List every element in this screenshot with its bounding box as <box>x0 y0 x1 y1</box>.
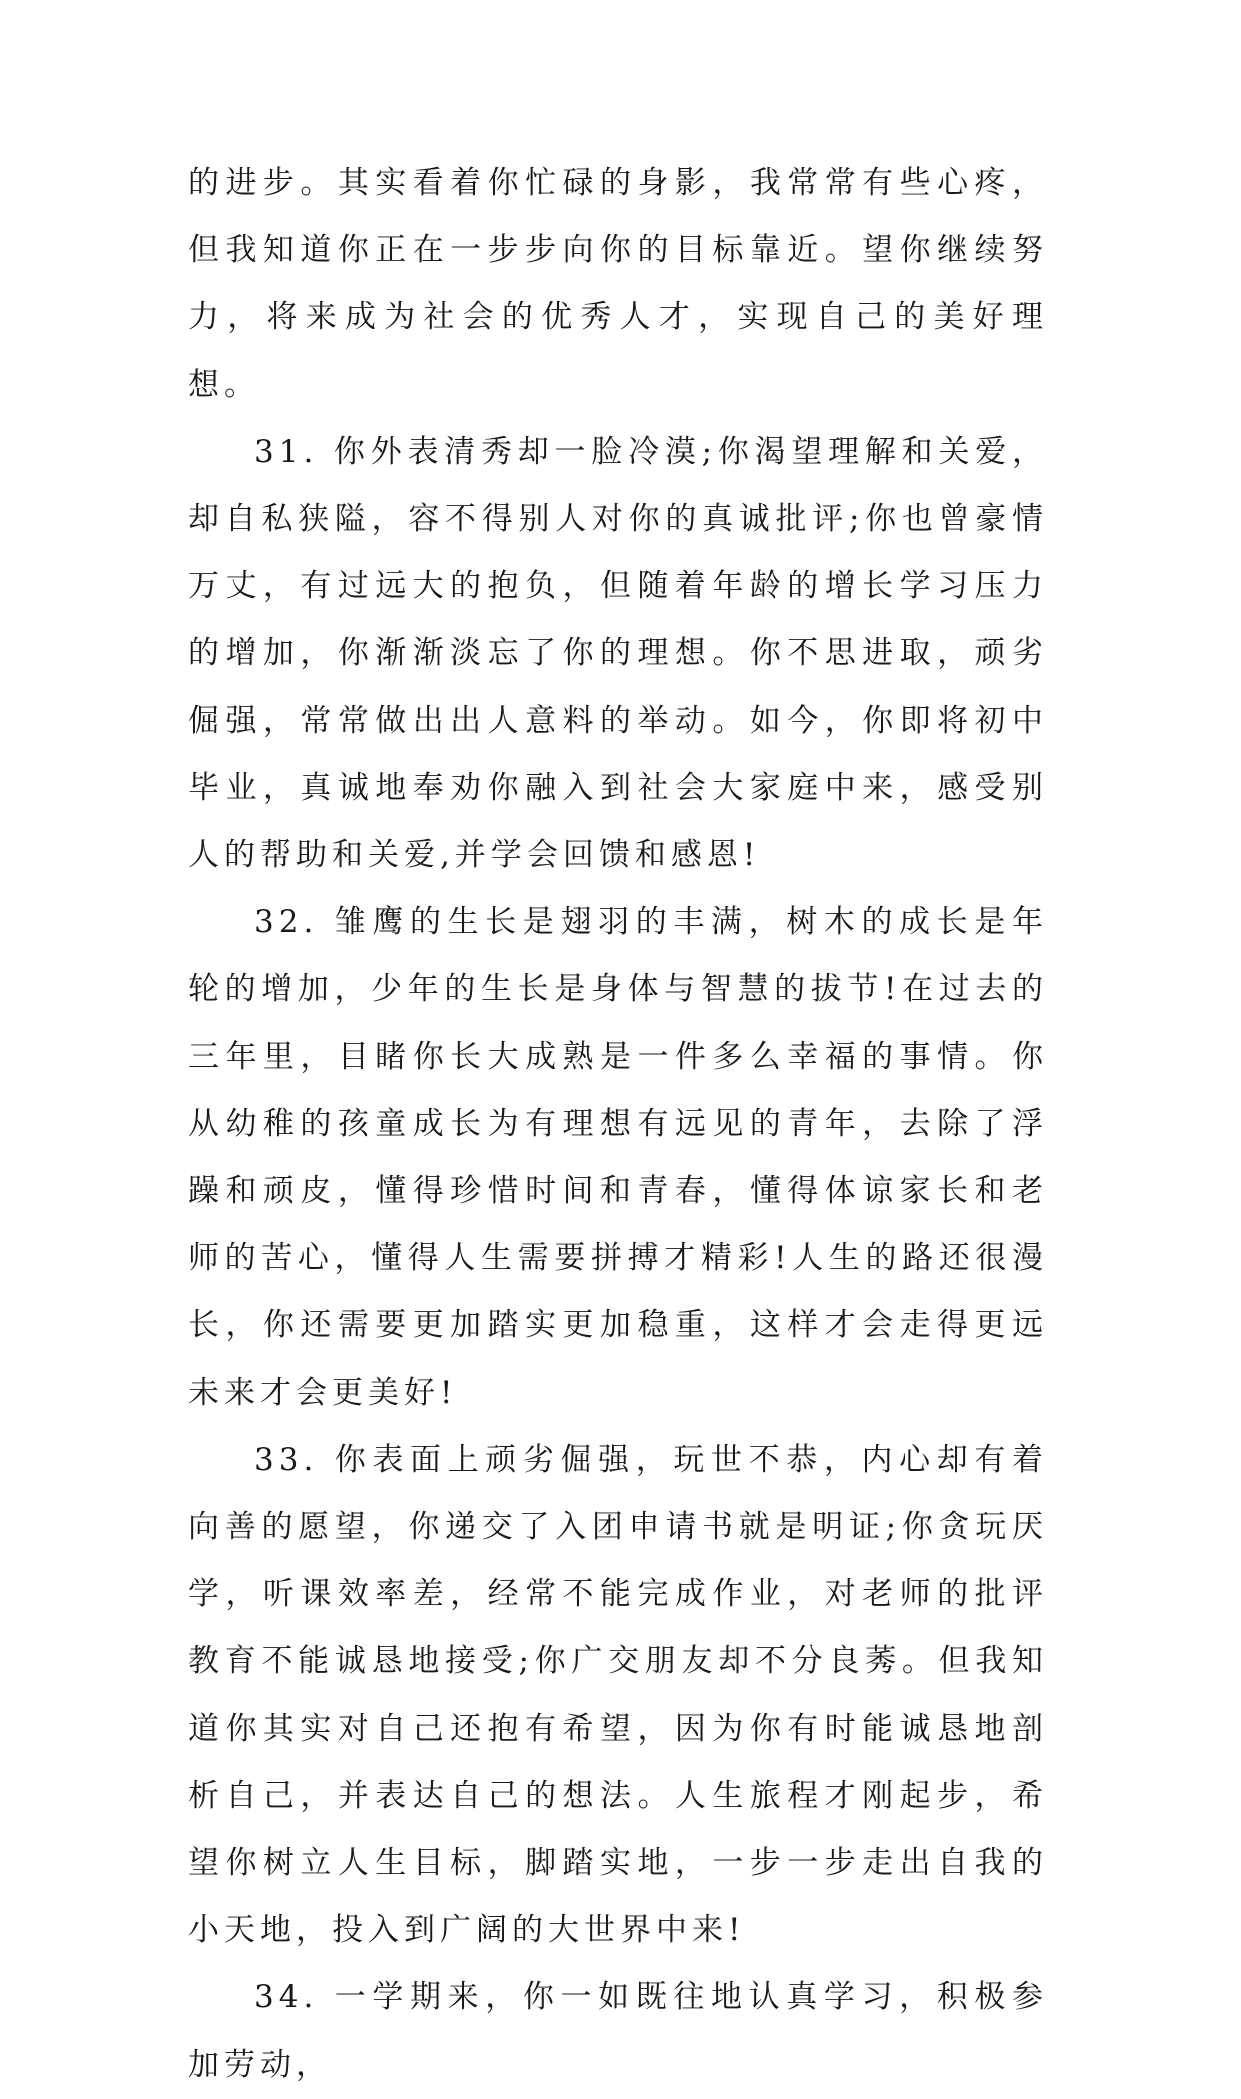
paragraph-34: 34. 一学期来，你一如既往地认真学习，积极参加劳动， <box>188 1979 1048 2083</box>
paragraph-32: 32. 雏鹰的生长是翅羽的丰满，树木的成长是年轮的增加，少年的生长是身体与智慧的拔节!在过去的三年里，目睹你长大成熟是一件多么幸福的事情。你从幼稚的孩童成长为有理想有远见的青年，去除了浮躁和顽皮，懂得珍惜时间和青春，懂得体谅家长和老师的苦心，懂得人生需要拼搏才精彩!人生的路还很漫长，你还需要更加踏实更加稳重，这样才会走得更远未来才会更美好! <box>188 904 1048 1411</box>
paragraph-31: 31. 你外表清秀却一脸冷漠;你渴望理解和关爱，却自私狭隘，容不得别人对你的真诚批评;你也曾豪情万丈，有过远大的抱负，但随着年龄的增长学习压力的增加，你渐渐淡忘了你的理想。你不思进取，顽劣倔强，常常做出出人意料的举动。如今，你即将初中毕业，真诚地奉劝你融入到社会大家庭中来，感受别人的帮助和关爱,并学会回馈和感恩! <box>188 433 1048 874</box>
document-body <box>188 150 1048 2099</box>
paragraph-33: 33. 你表面上顽劣倔强，玩世不恭，内心却有着向善的愿望，你递交了入团申请书就是明证;你贪玩厌学，听课效率差，经常不能完成作业，对老师的批评教育不能诚恳地接受;你广交朋友却不分良莠。但我知道你其实对自己还抱有希望，因为你有时能诚恳地剖析自己，并表达自己的想法。人生旅程才刚起步，希望你树立人生目标，脚踏实地，一步一步走出自我的小天地，投入到广阔的大世界中来! <box>188 1441 1048 1949</box>
paragraph-continuation: 的进步。其实看着你忙碌的身影，我常常有些心疼，但我知道你正在一步步向你的目标靠近。望你继续努力，将来成为社会的优秀人才，实现自己的美好理想。 <box>188 165 1048 403</box>
